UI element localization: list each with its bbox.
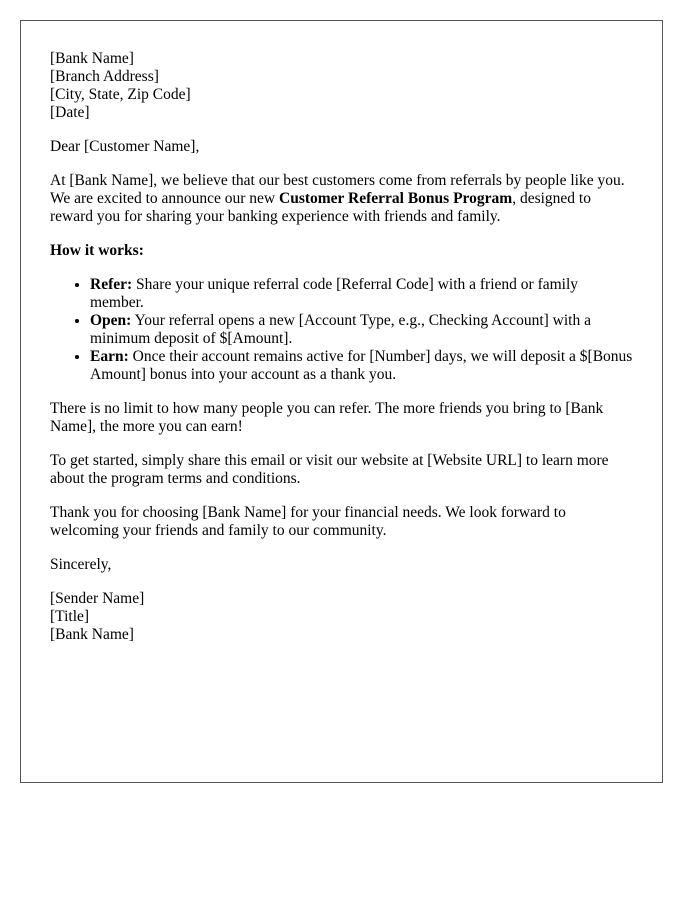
sender-title: [Title] bbox=[50, 608, 90, 625]
steps-list bbox=[50, 276, 633, 384]
step-label: Earn: bbox=[90, 348, 129, 365]
step-text: Once their account remains active for [Number] days, we will deposit a $[Bonus Amount] bonus into your account as a thank you. bbox=[90, 348, 633, 383]
program-name: Customer Referral Bonus Program bbox=[279, 190, 513, 207]
bank-name: [Bank Name] bbox=[50, 50, 134, 67]
step-label: Open: bbox=[90, 312, 132, 329]
branch-address: [Branch Address] bbox=[50, 68, 159, 85]
body-paragraph: To get started, simply share this email or visit our website at [Website URL] to learn more about the program terms and conditions. bbox=[50, 452, 609, 487]
intro-paragraph bbox=[50, 172, 633, 226]
intro-text-end: , designed to reward you for sharing your banking experience with friends and family. bbox=[50, 190, 591, 225]
step-text: Your referral opens a new [Account Type, e.g., Checking Account] with a minimum deposit of $[Amount]. bbox=[90, 312, 591, 347]
how-it-works-heading bbox=[50, 242, 633, 260]
list-item bbox=[90, 348, 633, 384]
signature-bank-name: [Bank Name] bbox=[50, 626, 134, 643]
step-label: Refer: bbox=[90, 276, 133, 293]
closing: Sincerely, bbox=[50, 556, 112, 573]
date: [Date] bbox=[50, 104, 90, 121]
sender-name: [Sender Name] bbox=[50, 590, 145, 607]
list-item bbox=[90, 312, 633, 348]
letter bbox=[20, 20, 663, 783]
city-state-zip: [City, State, Zip Code] bbox=[50, 86, 191, 103]
list-item bbox=[90, 276, 633, 312]
intro-text: At [Bank Name], we believe that our best customers come from referrals by people like you. We are excited to announce our new bbox=[50, 172, 625, 207]
bank-address-block bbox=[50, 50, 633, 122]
heading-text: How it works: bbox=[50, 242, 144, 259]
step-text: Share your unique referral code [Referral Code] with a friend or family member. bbox=[90, 276, 579, 311]
signature-block bbox=[50, 590, 633, 644]
body-paragraph: There is no limit to how many people you can refer. The more friends you bring to [Bank Name], the more you can earn! bbox=[50, 400, 604, 435]
greeting: Dear [Customer Name], bbox=[50, 138, 200, 155]
body-paragraph: Thank you for choosing [Bank Name] for your financial needs. We look forward to welcoming your friends and family to our community. bbox=[50, 504, 566, 539]
